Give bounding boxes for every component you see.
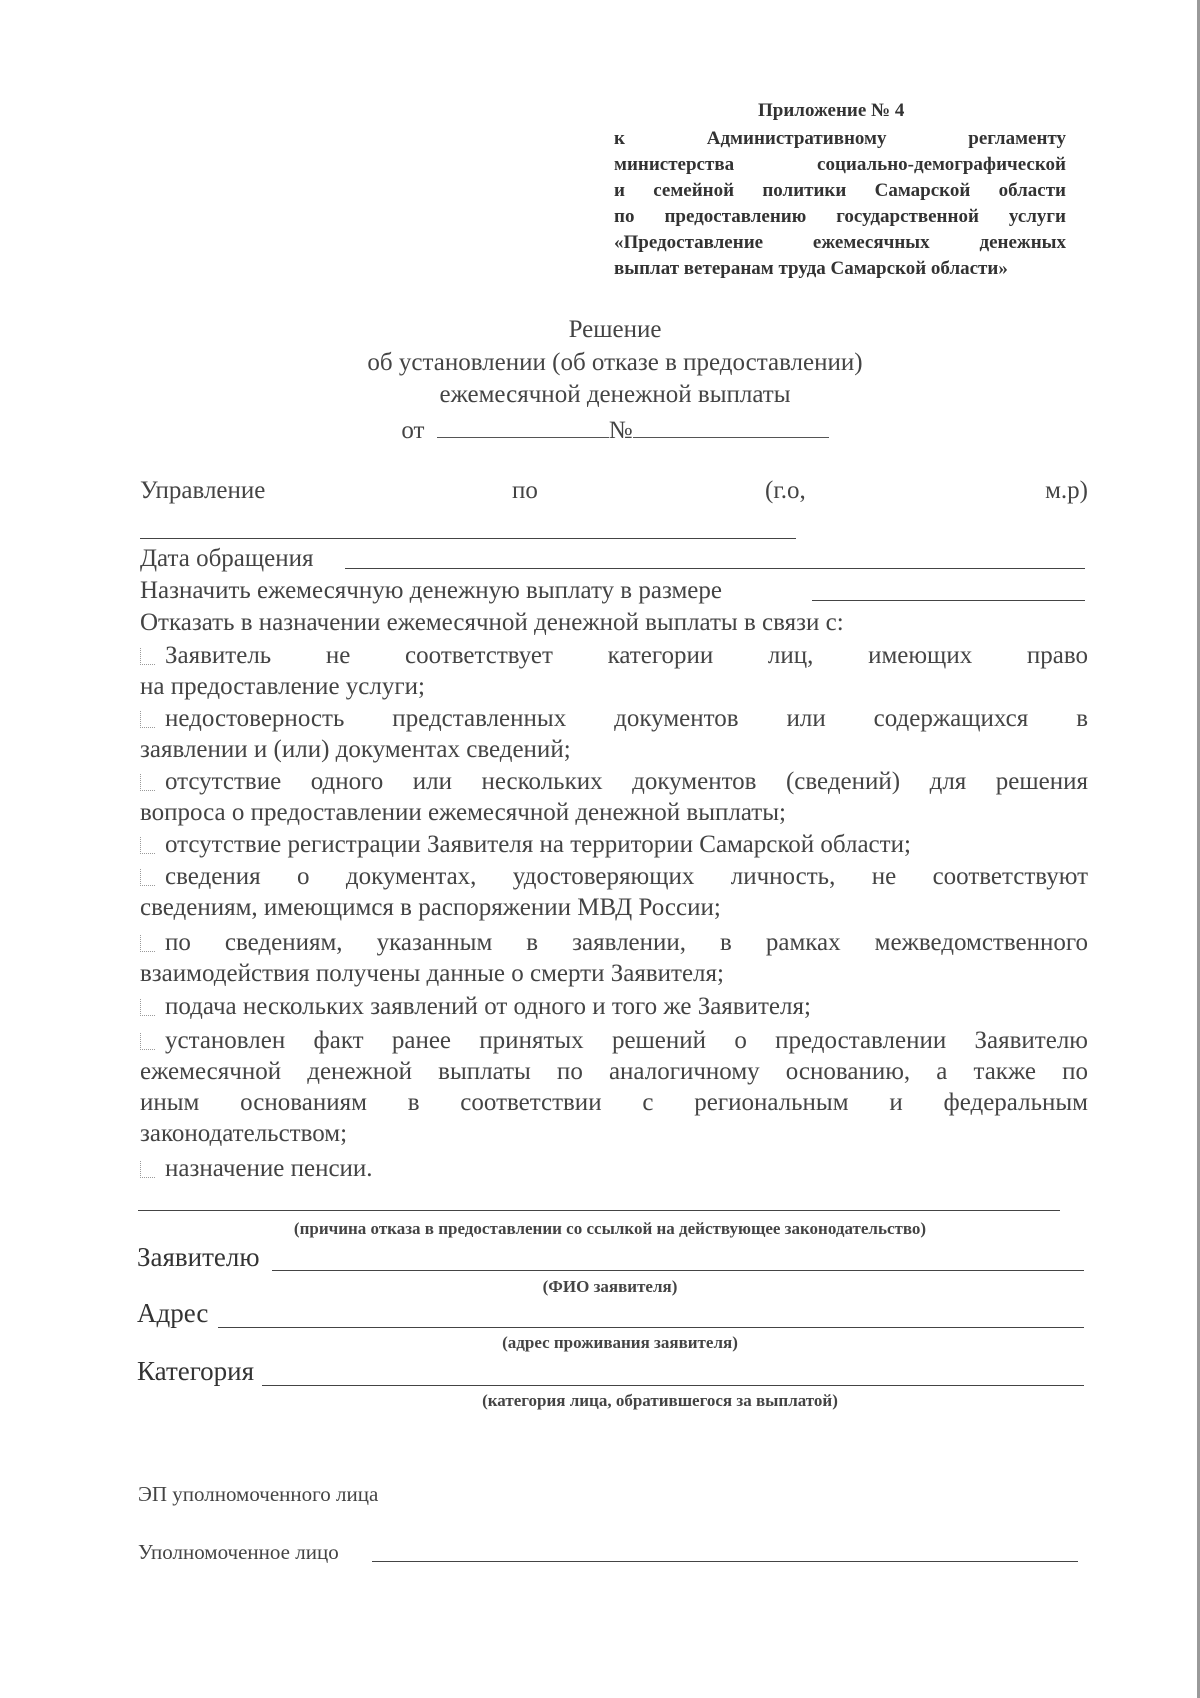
applicant-label: Заявителю (137, 1242, 260, 1272)
document-title: Решение (568, 316, 662, 343)
department-word: по (512, 477, 538, 504)
reason-text: Заявитель не соответствует категории лиц, имеющих право (165, 642, 1088, 669)
category-caption: (категория лица, обратившегося за выплатой) (482, 1391, 838, 1410)
request-date-label: Дата обращения (140, 545, 314, 572)
reason-text: сведениям, имеющимся в распоряжении МВД России; (140, 894, 721, 921)
document-subtitle: об установлении (об отказе в предоставлении) (367, 349, 863, 376)
reason-checkbox[interactable] (140, 648, 155, 665)
date-blank[interactable] (437, 413, 609, 438)
number-blank[interactable] (633, 413, 829, 438)
reason-item (140, 927, 1088, 989)
request-date-row (140, 543, 1088, 575)
fio-caption: (ФИО заявителя) (542, 1277, 678, 1296)
reason-text: отсутствие регистрации Заявителя на территории Самарской области; (165, 831, 911, 858)
reason-checkbox[interactable] (140, 774, 155, 791)
reason-text: вопроса о предоставлении ежемесячной денежной выплаты; (140, 799, 786, 826)
reason-text: по сведениям, указанным в заявлении, в рамках межведомственного (165, 929, 1088, 956)
reason-text: взаимодействия получены данные о смерти Заявителя; (140, 960, 724, 987)
reason-text: недостоверность представленных документов или содержащихся в (165, 705, 1088, 732)
reason-text: подача нескольких заявлений от одного и того же Заявителя; (165, 993, 811, 1020)
reason-item (140, 861, 1088, 923)
appendix-line: и семейной политики Самарской области (614, 180, 1066, 201)
reason-text: отсутствие одного или нескольких документов (сведений) для решения (165, 768, 1088, 795)
reason-text: заявлении и (или) документах сведений; (140, 736, 571, 763)
reason-checkbox[interactable] (140, 711, 155, 728)
appendix-line: «Предоставление ежемесячных денежных (614, 232, 1066, 253)
document-subtitle-2: ежемесячной денежной выплаты (439, 381, 791, 408)
reason-item (140, 991, 1088, 1022)
appendix-body (614, 126, 1066, 282)
reason-item (140, 640, 1088, 702)
reason-text: сведения о документах, удостоверяющих личность, не соответствуют (165, 863, 1088, 890)
department-name-blank[interactable] (140, 538, 796, 539)
department-word: м.р) (1045, 477, 1088, 504)
reason-item (140, 703, 1088, 765)
reason-checkbox[interactable] (140, 837, 155, 854)
reason-item (140, 829, 1088, 860)
appendix-line: выплат ветеранам труда Самарской области» (614, 258, 1008, 279)
ep-label: ЭП уполномоченного лица (138, 1482, 379, 1506)
appendix-line: по предоставлению государственной услуги (614, 206, 1066, 227)
reason-checkbox[interactable] (140, 1033, 155, 1050)
reason-checkbox[interactable] (140, 935, 155, 952)
reason-checkbox[interactable] (140, 999, 155, 1016)
assign-row (140, 575, 1088, 607)
appendix-title: Приложение № 4 (758, 100, 905, 121)
reason-text: установлен факт ранее принятых решений о предоставлении Заявителю (165, 1027, 1088, 1054)
refuse-label: Отказать в назначении ежемесячной денежной выплаты в связи с: (140, 609, 844, 636)
department-word: (г.о, (765, 477, 806, 504)
reason-text: иным основаниям в соответствии с региональным и федеральным (140, 1089, 1088, 1116)
reason-blank[interactable] (138, 1210, 1060, 1211)
date-number-line (0, 413, 1200, 445)
from-label: от (401, 417, 425, 444)
reason-text: на предоставление услуги; (140, 673, 425, 700)
address-caption: (адрес проживания заявителя) (502, 1333, 738, 1352)
reason-item (140, 1025, 1088, 1149)
reason-checkbox[interactable] (140, 869, 155, 886)
applicant-name-blank[interactable] (272, 1270, 1084, 1271)
appendix-line: к Административному регламенту (614, 128, 1066, 149)
official-signature-blank[interactable] (372, 1561, 1078, 1562)
official-label: Уполномоченное лицо (138, 1540, 339, 1564)
appendix-line: министерства социально-демографической (614, 154, 1066, 175)
reason-caption: (причина отказа в предоставлении со ссылкой на действующее законодательство) (293, 1219, 927, 1238)
reason-text: назначение пенсии. (165, 1155, 373, 1182)
reason-checkbox[interactable] (140, 1161, 155, 1178)
reason-item (140, 1153, 1088, 1184)
address-blank[interactable] (218, 1327, 1084, 1328)
reason-text: законодательством; (140, 1120, 348, 1147)
request-date-blank[interactable] (345, 568, 1085, 569)
number-label: № (608, 417, 633, 444)
assign-label: Назначить ежемесячную денежную выплату в размере (140, 577, 722, 604)
assign-amount-blank[interactable] (812, 600, 1085, 601)
reason-text: ежемесячной денежной выплаты по аналогичному основанию, а также по (140, 1058, 1088, 1085)
department-word: Управление (140, 477, 266, 504)
address-label: Адрес (137, 1298, 209, 1328)
reason-item (140, 766, 1088, 828)
refuse-row (140, 607, 1088, 639)
category-blank[interactable] (262, 1385, 1084, 1386)
category-label: Категория (137, 1356, 254, 1386)
